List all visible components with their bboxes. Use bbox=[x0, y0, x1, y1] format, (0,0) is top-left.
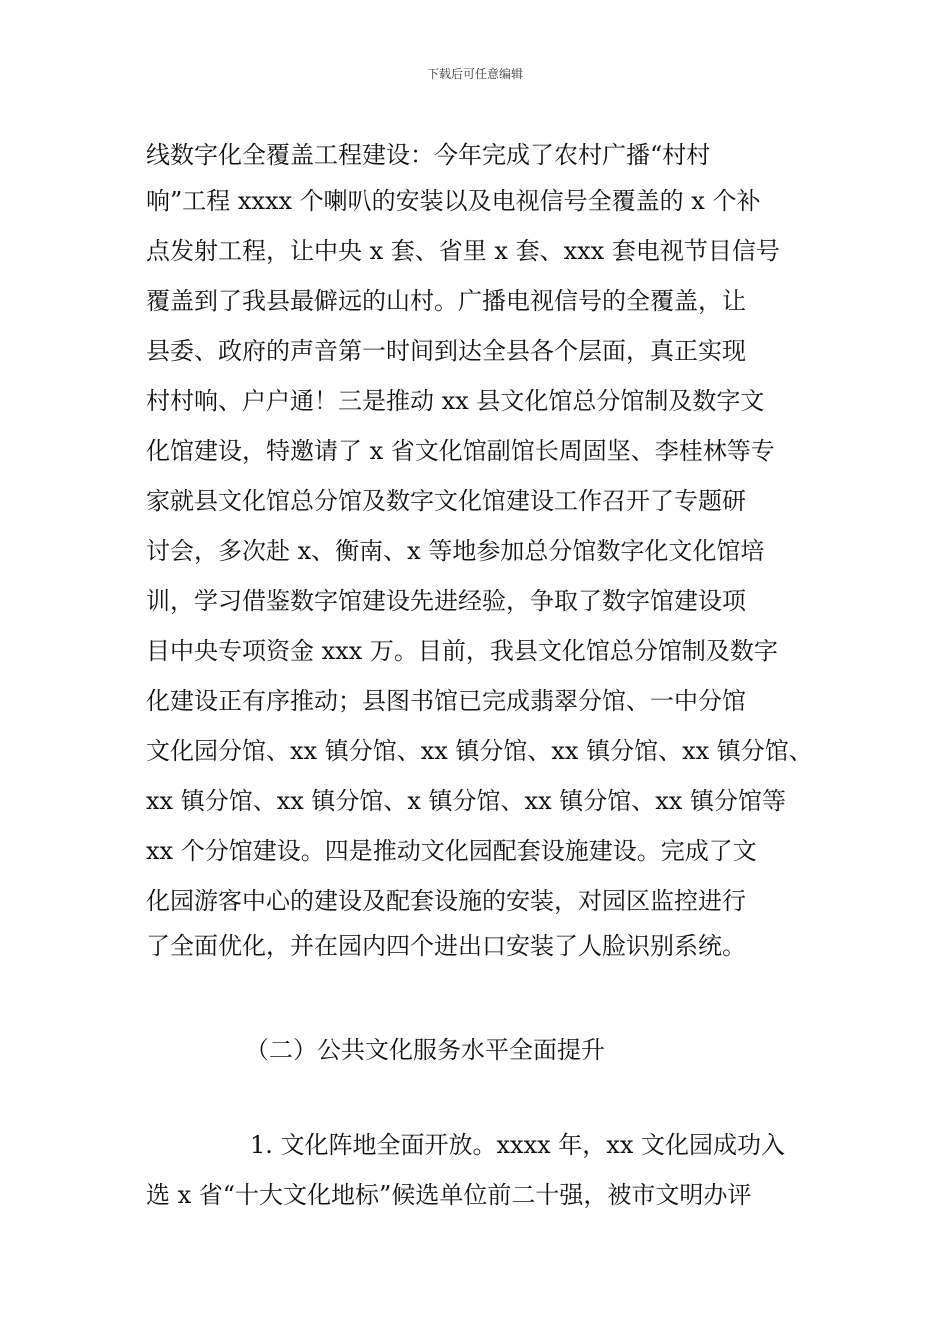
paragraph-line: 覆盖到了我县最僻远的山村。广播电视信号的全覆盖，让 bbox=[146, 287, 746, 315]
paragraph-line: 线数字化全覆盖工程建设：今年完成了农村广播“村村 bbox=[146, 141, 711, 169]
paragraph-line: 训，学习借鉴数字馆建设先进经验，争取了数字馆建设项 bbox=[146, 587, 746, 615]
paragraph-line: 了全面优化，并在园内四个进出口安装了人脸识别系统。 bbox=[146, 932, 746, 960]
paragraph-line: 县委、政府的声音第一时间到达全县各个层面，真正实现 bbox=[146, 337, 746, 365]
paragraph-line: 化园游客中心的建设及配套设施的安装，对园区监控进行 bbox=[146, 887, 746, 915]
paragraph-line: 化馆建设，特邀请了 x 省文化馆副馆长周固坚、李桂林等专 bbox=[146, 437, 775, 465]
paragraph-line: 村村响、户户通！三是推动 xx 县文化馆总分馆制及数字文 bbox=[146, 387, 765, 415]
paragraph-line: xx 个分馆建设。四是推动文化园配套设施建设。完成了文 bbox=[146, 837, 757, 865]
paragraph-line: 响”工程 xxxx 个喇叭的安装以及电视信号全覆盖的 x 个补 bbox=[146, 187, 761, 215]
paragraph-line: 讨会，多次赴 x、衡南、x 等地参加总分馆数字化文化馆培 bbox=[146, 537, 765, 565]
section-heading: （二）公共文化服务水平全面提升 bbox=[245, 1036, 605, 1064]
paragraph-line: 家就县文化馆总分馆及数字文化馆建设工作召开了专题研 bbox=[146, 487, 746, 515]
paragraph-line: 化建设正有序推动；县图书馆已完成翡翠分馆、一中分馆 bbox=[146, 687, 746, 715]
page-header: 下载后可任意编辑 bbox=[426, 67, 523, 81]
paragraph-line: 目中央专项资金 xxx 万。目前，我县文化馆总分馆制及数字 bbox=[146, 637, 778, 665]
paragraph-line: 文化园分馆、xx 镇分馆、xx 镇分馆、xx 镇分馆、xx 镇分馆、 bbox=[146, 737, 813, 765]
paragraph-line: xx 镇分馆、xx 镇分馆、x 镇分馆、xx 镇分馆、xx 镇分馆等 bbox=[146, 787, 786, 815]
paragraph-line: 点发射工程，让中央 x 套、省里 x 套、xxx 套电视节目信号 bbox=[146, 237, 780, 265]
item-line: 选 x 省“十大文化地标”候选单位前二十强，被市文明办评 bbox=[146, 1181, 752, 1209]
item-line: 1. 文化阵地全面开放。xxxx 年，xx 文化园成功入 bbox=[250, 1131, 785, 1159]
